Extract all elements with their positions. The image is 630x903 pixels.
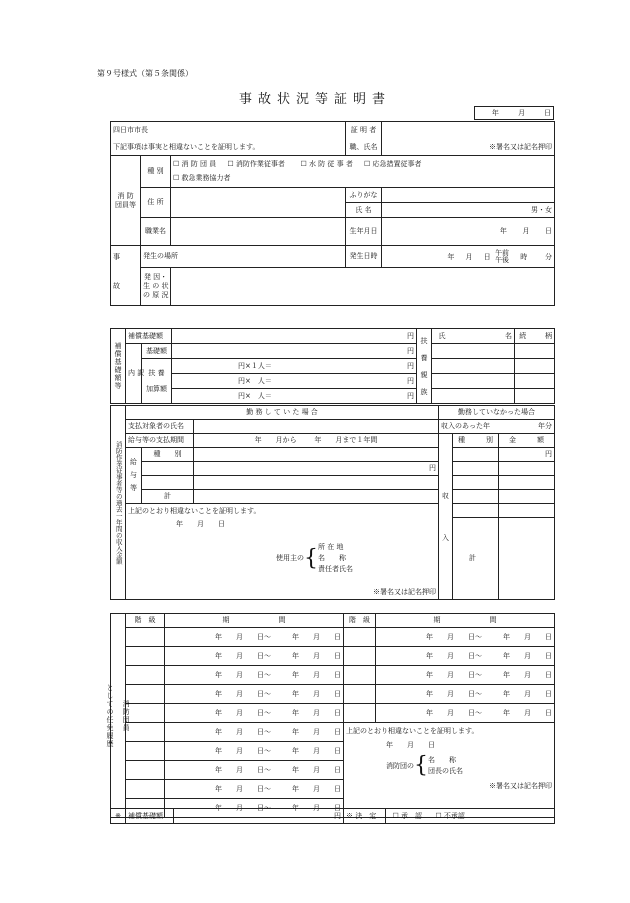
salary-type-label: 種 別 (142, 448, 194, 462)
history-rank-7[interactable] (126, 742, 165, 761)
history-rank-3[interactable] (126, 666, 165, 685)
income-type-header: 種 別 (453, 434, 499, 448)
income-amount-4[interactable] (499, 490, 555, 504)
member-type-checkboxes[interactable] (171, 156, 555, 188)
history-period-r3[interactable]: 年 月 日〜 年 月 日 (376, 666, 555, 685)
corps-certify-date[interactable]: 年 月 日 (386, 741, 435, 750)
income-amount-5[interactable] (499, 504, 555, 518)
furigana-label: ふりがな (346, 188, 382, 203)
breakdown-label: 内 訳 (126, 344, 142, 404)
salary-side-label: 給 与 等 (126, 448, 142, 504)
family-row-2-name[interactable] (432, 359, 515, 374)
pay-period-label: 給与等の支払期間 (126, 434, 194, 448)
history-period-r4[interactable]: 年 月 日〜 年 月 日 (376, 685, 555, 704)
history-period-4[interactable]: 年 月 日〜 年 月 日 (165, 685, 344, 704)
history-rank-r1[interactable] (344, 628, 376, 647)
family-row-4-relation[interactable] (515, 389, 555, 404)
name-label: 氏 名 (346, 203, 382, 218)
compensation-section-label: 補償基礎額等 (111, 329, 126, 404)
checkbox-fire-member[interactable]: ☐ 消 防 団 員 (173, 160, 217, 169)
history-rank-r3[interactable] (344, 666, 376, 685)
history-section-label: 消防団員 としての任免履歴 (111, 614, 126, 818)
employer-manager-label: 責任者氏名 (318, 565, 353, 574)
corps-info (386, 753, 552, 778)
income-table (110, 405, 555, 600)
income-side-label: 収 入 (439, 434, 453, 600)
certifier-field[interactable] (382, 122, 555, 139)
reject-checkbox[interactable]: ☐ 不承認 (435, 811, 465, 820)
income-type-1[interactable] (453, 448, 499, 462)
history-rank-header-left: 階 級 (126, 614, 165, 628)
history-period-header-left: 期 間 (165, 614, 344, 628)
income-type-5[interactable] (453, 504, 499, 518)
accident-place-label: 発生の場所 (141, 246, 346, 268)
corps-certify-text: 上記のとおり相違ないことを証明します。 (346, 727, 479, 735)
employer-certify-text: 上記のとおり相違ないことを証明します。 (126, 504, 439, 518)
employer-label: 使用主の (276, 554, 304, 563)
furigana-field[interactable] (382, 188, 555, 203)
income-type-total: 計 (453, 518, 499, 600)
family-row-3-name[interactable] (432, 374, 515, 389)
history-period-6[interactable]: 年 月 日〜 年 月 日 (165, 723, 344, 742)
addition-row-3[interactable]: 円× 人＝ 円 (172, 389, 417, 404)
history-rank-5[interactable] (126, 704, 165, 723)
accident-time-field[interactable]: 年 月 日 午前 午後 時 分 (382, 246, 555, 268)
income-section-label: 消防作業従事者等の過去一年間の収入金額 (111, 406, 126, 600)
accident-cause-label: 発 因・ 生 の 状 の 原 況 (141, 268, 171, 306)
income-amount-header: 金 額 (499, 434, 555, 448)
accident-section-label-1: 事 (111, 246, 141, 268)
salary-row-1-type[interactable] (142, 462, 194, 476)
employer-certify-date[interactable]: 年 月 日 (126, 518, 439, 532)
salary-total-field[interactable] (194, 490, 439, 504)
corps-certify-block[interactable] (344, 723, 555, 818)
family-name-header: 氏 名 (432, 329, 515, 344)
history-period-r5[interactable]: 年 月 日〜 年 月 日 (376, 704, 555, 723)
header-date-box: 年 月 日 (474, 106, 554, 120)
salary-row-2-type[interactable] (142, 476, 194, 490)
member-section-label: 消 防 団員等 (111, 156, 141, 246)
family-row-1-name[interactable] (432, 344, 515, 359)
family-section-label: 扶 養 親 族 (417, 329, 432, 404)
addressee-statement: 下記事項は事実と相違ないことを証明します。 (111, 139, 346, 156)
addition-row-2[interactable]: 円× 人＝ 円 (172, 374, 417, 389)
employer-name-label: 名 称 (318, 553, 346, 562)
checkbox-ambulance-helper[interactable]: ☐ 救急業務協力者 (173, 173, 231, 182)
accident-cause-field[interactable] (171, 268, 555, 306)
addressee-to: 四日市市長 (111, 122, 346, 139)
compensation-table (110, 328, 555, 404)
corps-leader-label: 団長の氏名 (428, 766, 463, 775)
history-rank-r4[interactable] (344, 685, 376, 704)
address-label: 住 所 (141, 188, 171, 218)
footer-decision-options[interactable] (386, 809, 555, 824)
footer-base-field[interactable]: 円 (174, 809, 344, 824)
history-period-r2[interactable]: 年 月 日〜 年 月 日 (376, 647, 555, 666)
footer-table (110, 808, 555, 824)
employed-header: 勤 務 し て い た 場 合 (126, 406, 439, 420)
payee-label: 支払対象者の氏名 (126, 420, 194, 434)
member-type-label: 種 別 (141, 156, 171, 188)
history-period-9[interactable]: 年 月 日〜 年 月 日 (165, 780, 344, 799)
base-amount-field[interactable]: 円 (172, 329, 417, 344)
salary-type-field[interactable] (194, 448, 439, 462)
accident-section-label-2: 故 (111, 268, 141, 306)
certifier-label-1: 証 明 者 (346, 122, 382, 139)
basic-amount-field[interactable]: 円 (172, 344, 417, 359)
form-number-label: 第９号様式（第５条関係） (97, 69, 193, 78)
history-period-7[interactable]: 年 月 日〜 年 月 日 (165, 742, 344, 761)
family-row-4-name[interactable] (432, 389, 515, 404)
family-relation-header: 続 柄 (515, 329, 555, 344)
corps-label: 消防団の (386, 761, 414, 770)
employer-info-block[interactable] (126, 532, 439, 586)
income-type-4[interactable] (453, 490, 499, 504)
income-amount-2[interactable] (499, 462, 555, 476)
job-label: 職業名 (141, 218, 171, 246)
history-period-header-right: 期 間 (376, 614, 555, 628)
salary-row-2-amount[interactable] (194, 476, 439, 490)
income-amount-1[interactable]: 円 (499, 448, 555, 462)
sex-field[interactable]: 男・女 (382, 203, 555, 218)
address-field[interactable] (171, 188, 346, 218)
checkbox-flood-worker[interactable]: ☐ 水 防 従 事 者 (300, 160, 353, 169)
footer-mark: ※ (111, 809, 126, 824)
income-year-field[interactable]: 収入のあった年 年分 (439, 420, 555, 434)
history-rank-header-right: 階 級 (344, 614, 376, 628)
footer-base-label: 補償基礎額 (126, 809, 174, 824)
base-amount-label: 補償基礎額 (126, 329, 172, 344)
upper-table (110, 121, 555, 306)
history-period-1[interactable]: 年 月 日〜 年 月 日 (165, 628, 344, 647)
certifier-sign-note: ※署名又は記名押印 (382, 139, 555, 156)
salary-total-label: 計 (142, 490, 194, 504)
corps-sign-note: ※署名又は記名押印 (489, 782, 552, 791)
family-row-1-relation[interactable] (515, 344, 555, 359)
salary-row-1-amount[interactable]: 円 (194, 462, 439, 476)
approve-checkbox[interactable]: ☐ 承 認 (392, 811, 422, 820)
history-period-r1[interactable]: 年 月 日〜 年 月 日 (376, 628, 555, 647)
employer-sign-note: ※署名又は記名押印 (126, 586, 439, 600)
addition-label: 扶 養 加算額 (142, 359, 172, 404)
dob-label: 生年月日 (346, 218, 382, 246)
income-amount-total[interactable] (499, 518, 555, 600)
income-amount-3[interactable] (499, 476, 555, 490)
history-period-2[interactable]: 年 月 日〜 年 月 日 (165, 647, 344, 666)
unemployed-header: 勤務していなかった場合 (439, 406, 555, 420)
history-period-10[interactable]: 年 月 日〜 年 月 日 (165, 799, 344, 818)
job-field[interactable] (171, 218, 346, 246)
document-title: 事故状況等証明書 (238, 92, 391, 107)
history-period-8[interactable]: 年 月 日〜 年 月 日 (165, 761, 344, 780)
family-row-2-relation[interactable] (515, 359, 555, 374)
history-period-5[interactable]: 年 月 日〜 年 月 日 (165, 704, 344, 723)
dob-field[interactable]: 年 月 日 (382, 218, 555, 246)
history-rank-2[interactable] (126, 647, 165, 666)
history-rank-r2[interactable] (344, 647, 376, 666)
employer-brace: { (304, 545, 318, 571)
addition-row-1[interactable]: 円×１人＝ 円 (172, 359, 417, 374)
accident-time-label: 発生日時 (346, 246, 382, 268)
history-rank-6[interactable] (126, 723, 165, 742)
employer-address-label: 所 在 地 (318, 542, 344, 551)
certifier-label-2: 職、氏名 (346, 139, 382, 156)
history-rank-1[interactable] (126, 628, 165, 647)
footer-decision-label: ※ 決 定 (344, 809, 386, 824)
corps-name-label: 名 称 (428, 755, 456, 764)
family-row-3-relation[interactable] (515, 374, 555, 389)
history-rank-r5[interactable] (344, 704, 376, 723)
income-type-3[interactable] (453, 476, 499, 490)
corps-brace: { (414, 753, 428, 779)
basic-amount-label: 基礎額 (142, 344, 172, 359)
history-rank-4[interactable] (126, 685, 165, 704)
income-type-2[interactable] (453, 462, 499, 476)
payee-field[interactable] (194, 420, 439, 434)
checkbox-emergency-worker[interactable]: ☐ 応急措置従事者 (364, 160, 422, 169)
pay-period-field[interactable]: 年 月から 年 月まで１年間 (194, 434, 439, 448)
history-table (105, 613, 555, 818)
history-rank-8[interactable] (126, 761, 165, 780)
history-period-3[interactable]: 年 月 日〜 年 月 日 (165, 666, 344, 685)
checkbox-fire-worker[interactable]: ☐ 消防作業従事者 (227, 160, 285, 169)
history-rank-9[interactable] (126, 780, 165, 799)
